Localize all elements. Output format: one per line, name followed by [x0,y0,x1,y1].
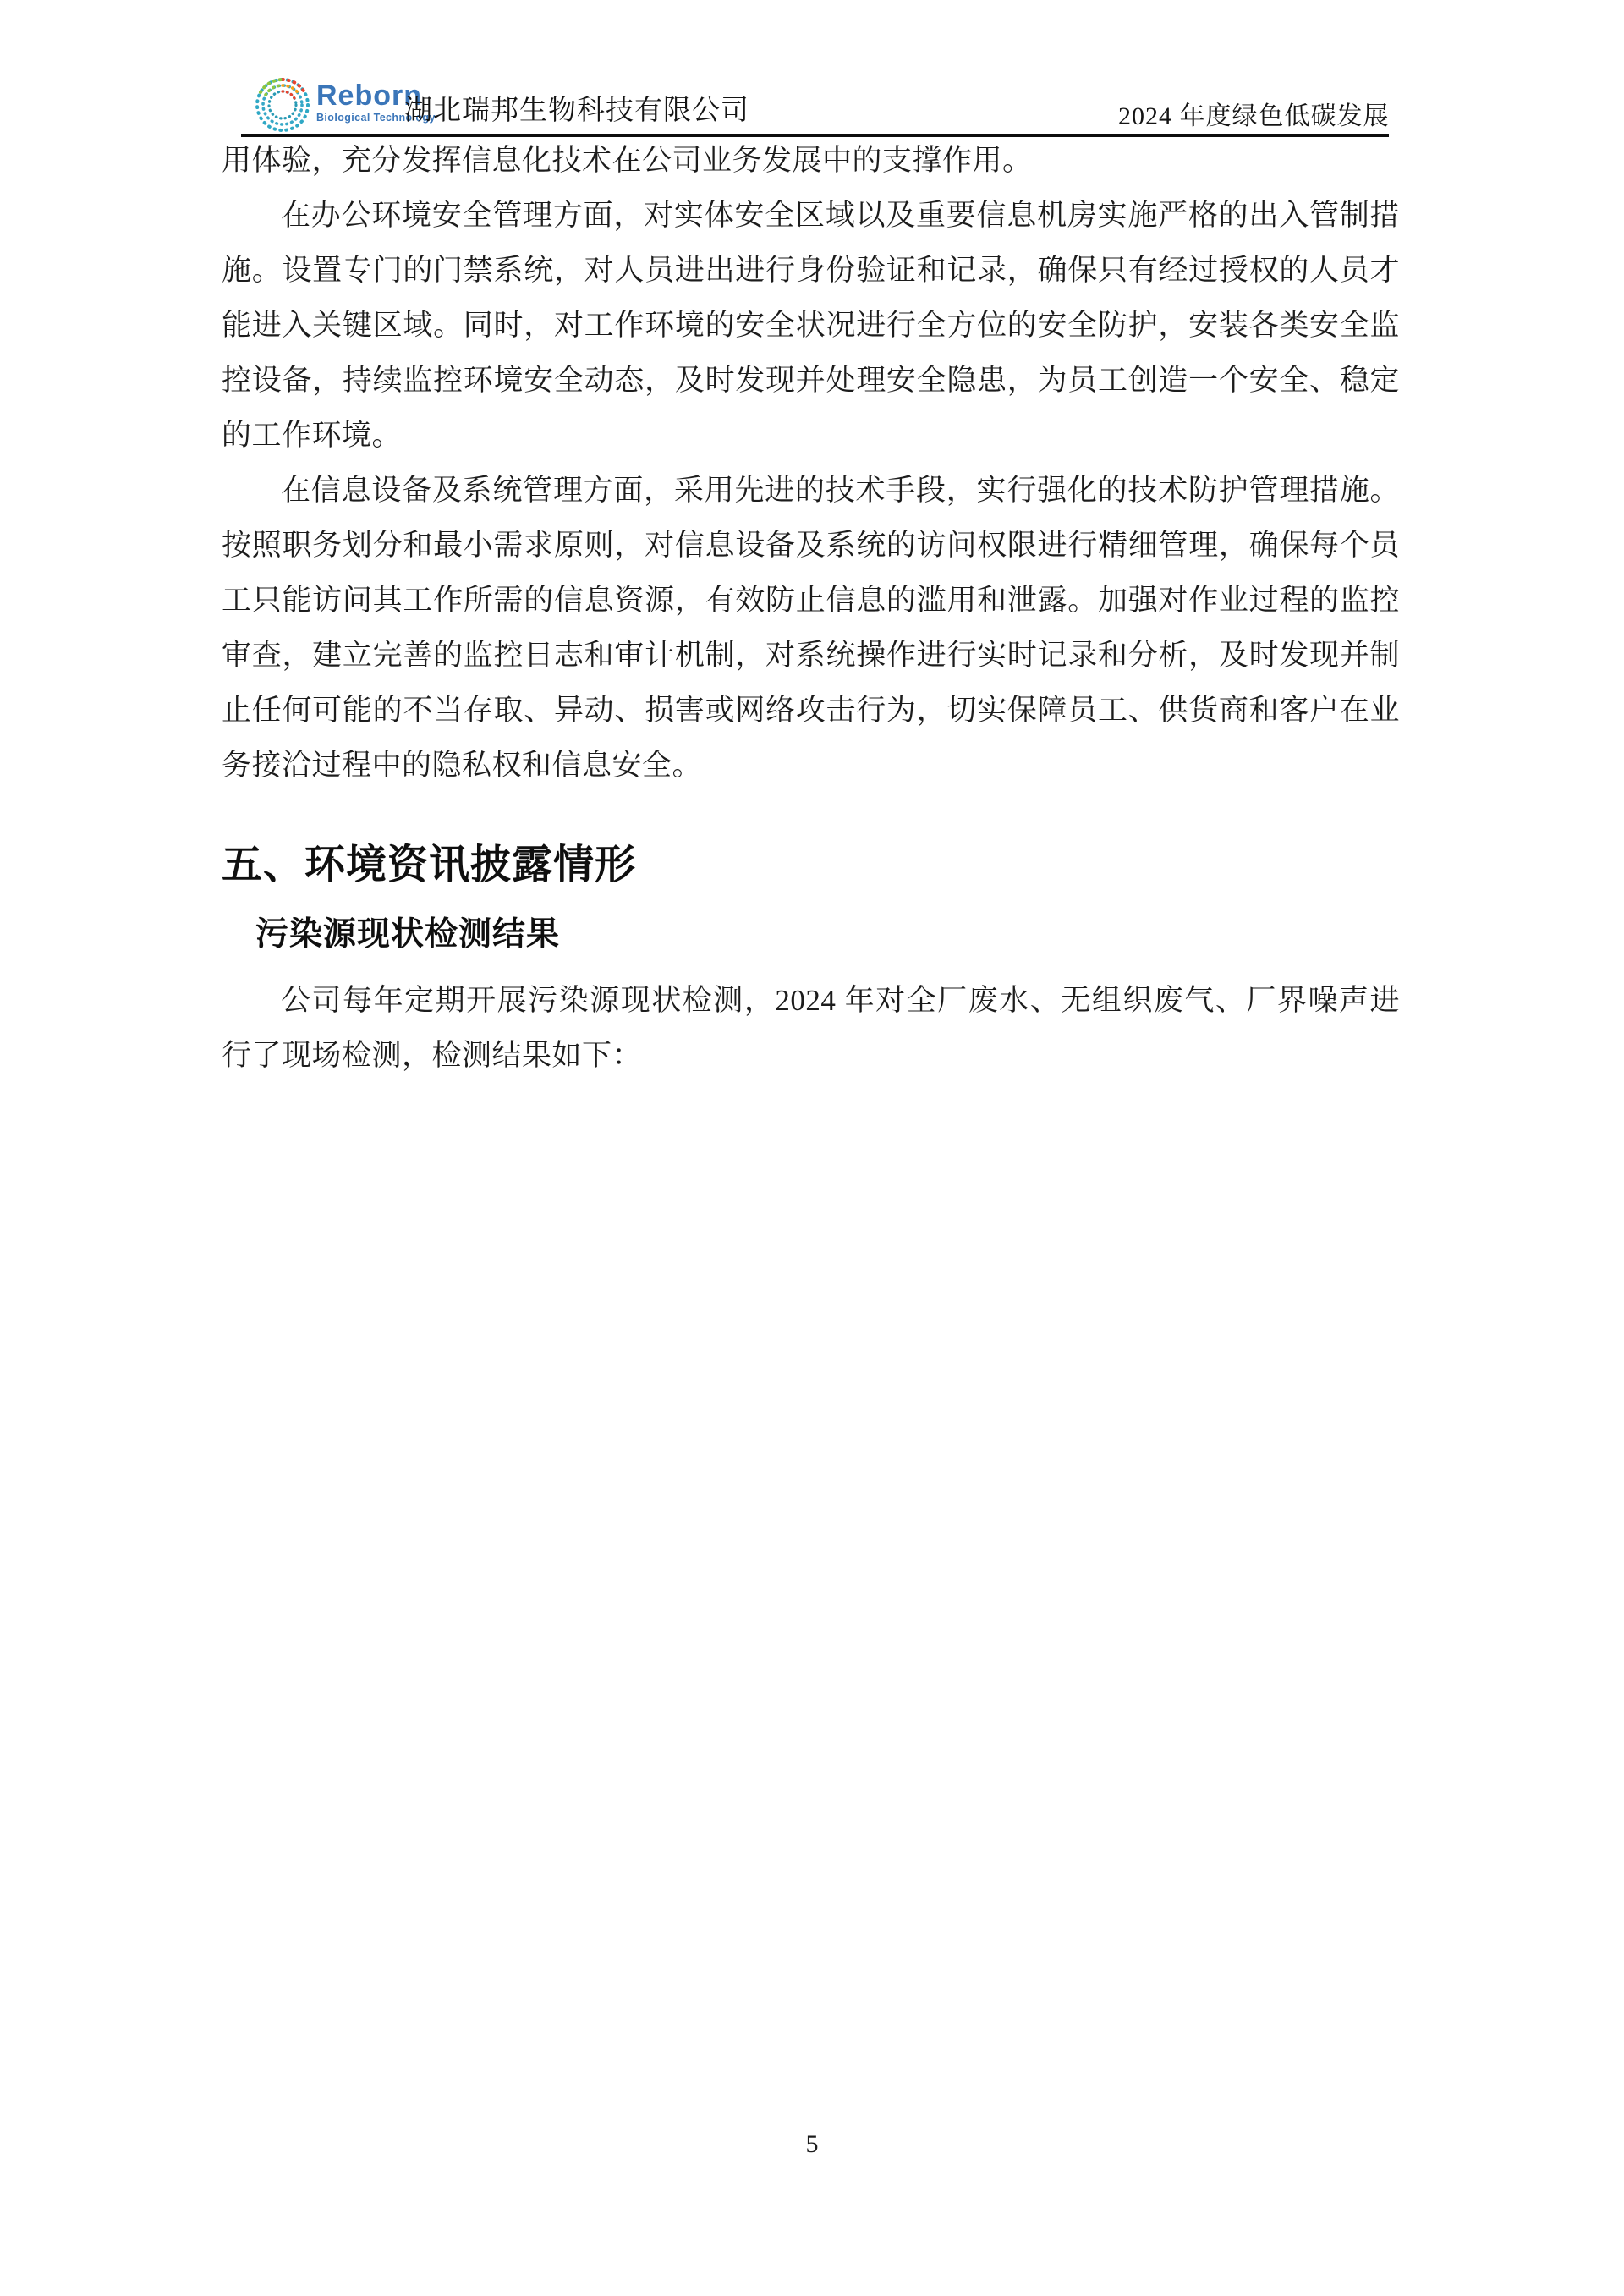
sub-heading-pollution-monitoring-results: 污染源现状检测结果 [255,916,561,953]
reborn-brand-tagline: Biological Technology [316,112,436,124]
page-header [0,0,1624,144]
paragraph-monitoring-intro: 公司每年定期开展污染源现状检测，2024 年对全厂废水、无组织废气、厂界噪声进行了现场检测，检测结果如下： [222,984,1400,1072]
paragraph-information-systems: 在信息设备及系统管理方面，采用先进的技术手段，实行强化的技术防护管理措施。按照职务划分和最小需求原则，对信息设备及系统的访问权限进行精细管理，确保每个员工只能访问其工作所需的信息资源，有效防止信息的滥用和泄露。加强对作业过程的监控审查，建立完善的监控日志和审计机制，对系统操作进行实时记录和分析，及时发现并制止任何可能的不当存取、异动、损害或网络攻击行为，切实保障员工、供货商和客户在业务接洽过程中的隐私权和信息安全。 [222,474,1400,782]
paragraph-office-security: 在办公环境安全管理方面，对实体安全区域以及重要信息机房实施严格的出入管制措施。设置专门的门禁系统，对人员进出进行身份验证和记录，确保只有经过授权的人员才能进入关键区域。同时，对工作环境的安全状况进行全方位的安全防护，安装各类安全监控设备，持续监控环境安全动态，及时发现并处理安全隐患，为员工创造一个安全、稳定的工作环境。 [222,199,1400,452]
reborn-brand-name: Reborn [316,80,422,112]
paragraph-continuation: 用体验，充分发挥信息化技术在公司业务发展中的支撑作用。 [222,144,1033,177]
page-number: 5 [805,2130,819,2158]
section-heading-environmental-disclosure: 五、环境资讯披露情形 [222,843,637,887]
document-body [222,133,1400,1083]
report-title: 2024 年度绿色低碳发展 [1118,102,1390,130]
company-name: 湖北瑞邦生物科技有限公司 [404,96,749,126]
reborn-logo-swirl-icon [252,74,313,135]
